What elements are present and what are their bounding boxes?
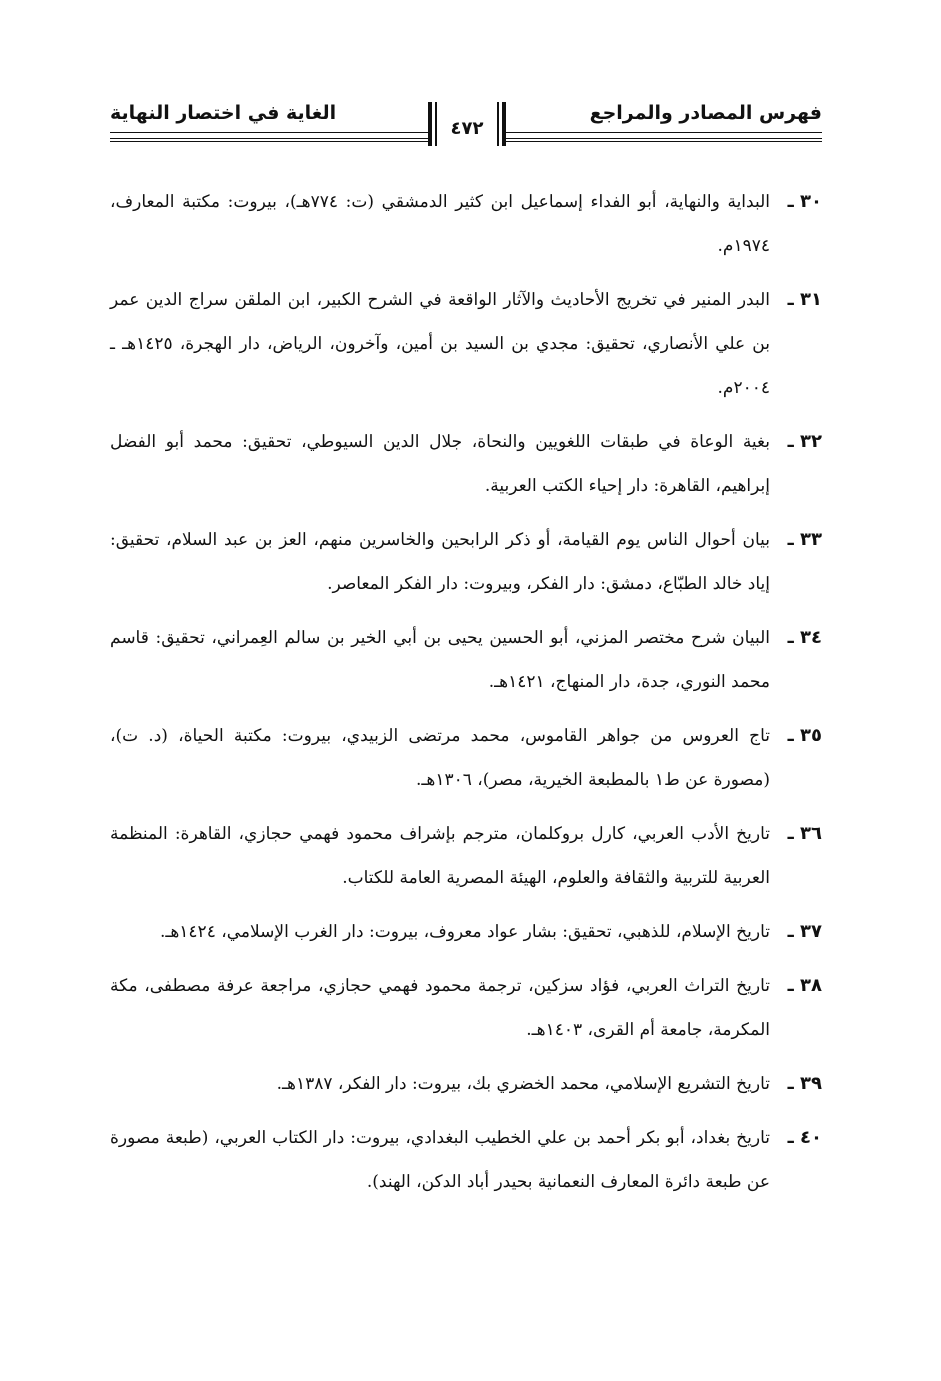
entry-number: ٣٢ ـ — [787, 431, 822, 452]
bibliography-entry — [110, 812, 822, 900]
bibliography-entry — [110, 616, 822, 704]
entry-number: ٣١ ـ — [787, 289, 822, 310]
entry-text: تاريخ بغداد، أبو بكر أحمد بن علي الخطيب البغدادي، بيروت: دار الكتاب العربي، (طبعة مصورة عن طبعة دائرة المعارف النعمانية بحيدر أباد الدكن، الهند). — [110, 1128, 770, 1192]
bibliography-list — [110, 180, 822, 1204]
entry-number: ٣٥ ـ — [787, 725, 822, 746]
entry-number: ٣٦ ـ — [787, 823, 822, 844]
entry-text: البداية والنهاية، أبو الفداء إسماعيل ابن كثير الدمشقي (ت: ٧٧٤هـ)، بيروت: مكتبة المعارف، ١٩٧٤م. — [110, 192, 770, 256]
bibliography-entry — [110, 1116, 822, 1204]
bibliography-entry — [110, 278, 822, 410]
bibliography-entry — [110, 910, 822, 954]
entry-text: تاريخ الإسلام، للذهبي، تحقيق: بشار عواد معروف، بيروت: دار الغرب الإسلامي، ١٤٢٤هـ. — [159, 922, 770, 942]
section-title: فهرس المصادر والمراجع — [589, 102, 822, 124]
entry-text: تاريخ التراث العربي، فؤاد سزكين، ترجمة محمود فهمي حجازي، مراجعة عرفة مصطفى، مكة المكرمة، جامعة أم القرى، ١٤٠٣هـ. — [110, 976, 770, 1040]
entry-number: ٣٠ ـ — [787, 191, 822, 212]
entry-text: البيان شرح مختصر المزني، أبو الحسين يحيى بن أبي الخير بن سالم العِمراني، تحقيق: قاسم محمد النوري، جدة، دار المنهاج، ١٤٢١هـ. — [110, 628, 770, 692]
entry-number: ٤٠ ـ — [787, 1127, 822, 1148]
entry-number: ٣٤ ـ — [787, 627, 822, 648]
book-title: الغاية في اختصار النهاية — [110, 102, 337, 124]
bibliography-entry — [110, 420, 822, 508]
entry-number: ٣٣ ـ — [787, 529, 822, 550]
entry-text: تاريخ الأدب العربي، كارل بروكلمان، مترجم بإشراف محمود فهمي حجازي، القاهرة: المنظمة العربية للتربية والثقافة والعلوم، الهيئة المصرية العامة للكتاب. — [110, 824, 770, 888]
bibliography-entry — [110, 1062, 822, 1106]
page-number: ٤٧٢ — [450, 118, 484, 139]
bibliography-entry — [110, 714, 822, 802]
bibliography-entry — [110, 180, 822, 268]
entry-number: ٣٨ ـ — [787, 975, 822, 996]
bibliography-entry — [110, 964, 822, 1052]
entry-text: بيان أحوال الناس يوم القيامة، أو ذكر الرابحين والخاسرين منهم، العز بن عبد السلام، تحقيق: إياد خالد الطبّاع، دمشق: دار الفكر، وبيروت: دار الفكر المعاصر. — [110, 530, 770, 594]
entry-text: البدر المنير في تخريج الأحاديث والآثار الواقعة في الشرح الكبير، ابن الملقن سراج الدين عمر بن علي الأنصاري، تحقيق: مجدي بن السيد بن أمين، وآخرون، الرياض، دار الهجرة، ١٤٢٥هـ ـ ٢٠٠٤م. — [110, 290, 770, 398]
entry-text: تاريخ التشريع الإسلامي، محمد الخضري بك، بيروت: دار الفكر، ١٣٨٧هـ. — [276, 1074, 770, 1094]
entry-number: ٣٧ ـ — [787, 921, 822, 942]
page-header — [110, 88, 822, 148]
entry-text: بغية الوعاة في طبقات اللغويين والنحاة، جلال الدين السيوطي، تحقيق: محمد أبو الفضل إبراهيم، القاهرة: دار إحياء الكتب العربية. — [110, 432, 770, 496]
bibliography-entry — [110, 518, 822, 606]
page-number-frame — [428, 102, 506, 146]
entry-text: تاج العروس من جواهر القاموس، محمد مرتضى الزبيدي، بيروت: مكتبة الحياة، (د. ت)، (مصورة عن ط١ بالمطبعة الخيرية، مصر)، ١٣٠٦هـ. — [110, 726, 770, 790]
entry-number: ٣٩ ـ — [787, 1073, 822, 1094]
